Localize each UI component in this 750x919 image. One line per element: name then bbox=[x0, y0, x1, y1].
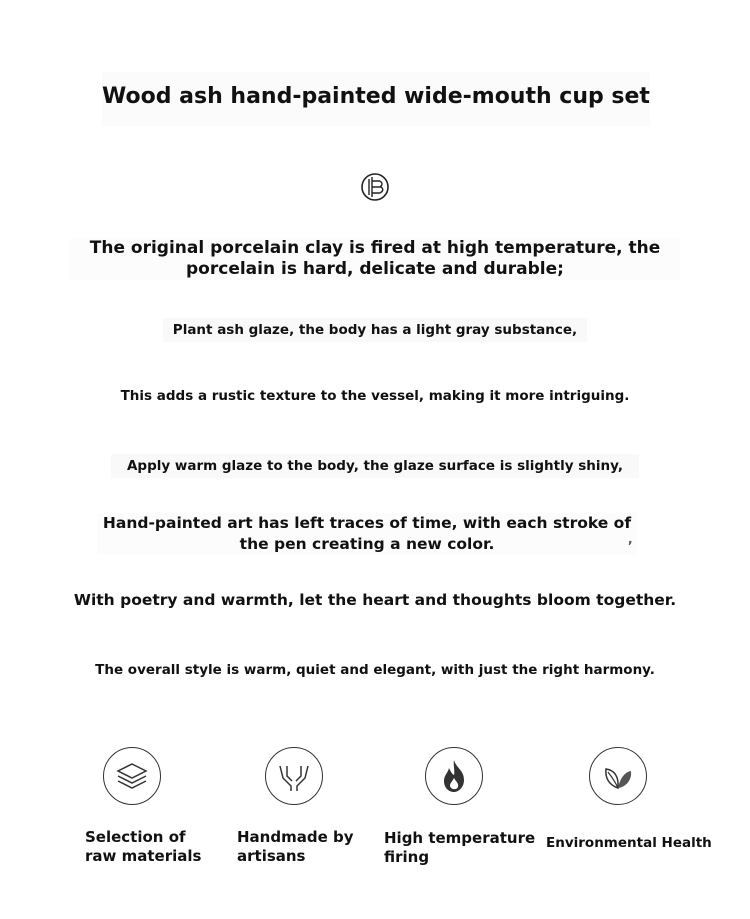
description-poetry: With poetry and warmth, let the heart and thoughts bloom together. bbox=[73, 591, 677, 609]
description-style: The overall style is warm, quiet and elegant, with just the right harmony. bbox=[95, 662, 655, 678]
feature-label: Handmade by artisans bbox=[237, 828, 354, 865]
description-texture: This adds a rustic texture to the vessel, making it more intriguing. bbox=[120, 388, 630, 404]
description-clay: The original porcelain clay is fired at high temperature, the porcelain is hard, delicate and durable; bbox=[0, 238, 750, 280]
page-title: Wood ash hand-painted wide-mouth cup set bbox=[102, 72, 650, 126]
feature-label: High temperature firing bbox=[384, 829, 536, 866]
feature-high-temperature bbox=[425, 747, 483, 805]
feature-handmade bbox=[265, 747, 323, 805]
layers-icon bbox=[115, 761, 149, 791]
description-warm-glaze: Apply warm glaze to the body, the glaze surface is slightly shiny, bbox=[0, 454, 750, 478]
description-hand-painted: Hand-painted art has left traces of time, with each stroke of the pen creating a new color. bbox=[97, 513, 637, 555]
feature-environmental bbox=[589, 747, 647, 805]
feature-raw-materials bbox=[103, 747, 161, 805]
feature-label: Environmental Health bbox=[546, 835, 712, 851]
flame-icon bbox=[438, 758, 470, 794]
stray-comma: , bbox=[628, 532, 633, 546]
description-glaze: Plant ash glaze, the body has a light gray substance, bbox=[0, 318, 750, 342]
leaf-icon bbox=[601, 761, 635, 791]
hands-icon bbox=[276, 760, 312, 792]
feature-label: Selection of raw materials bbox=[85, 828, 202, 865]
brand-logo-icon bbox=[360, 172, 390, 202]
